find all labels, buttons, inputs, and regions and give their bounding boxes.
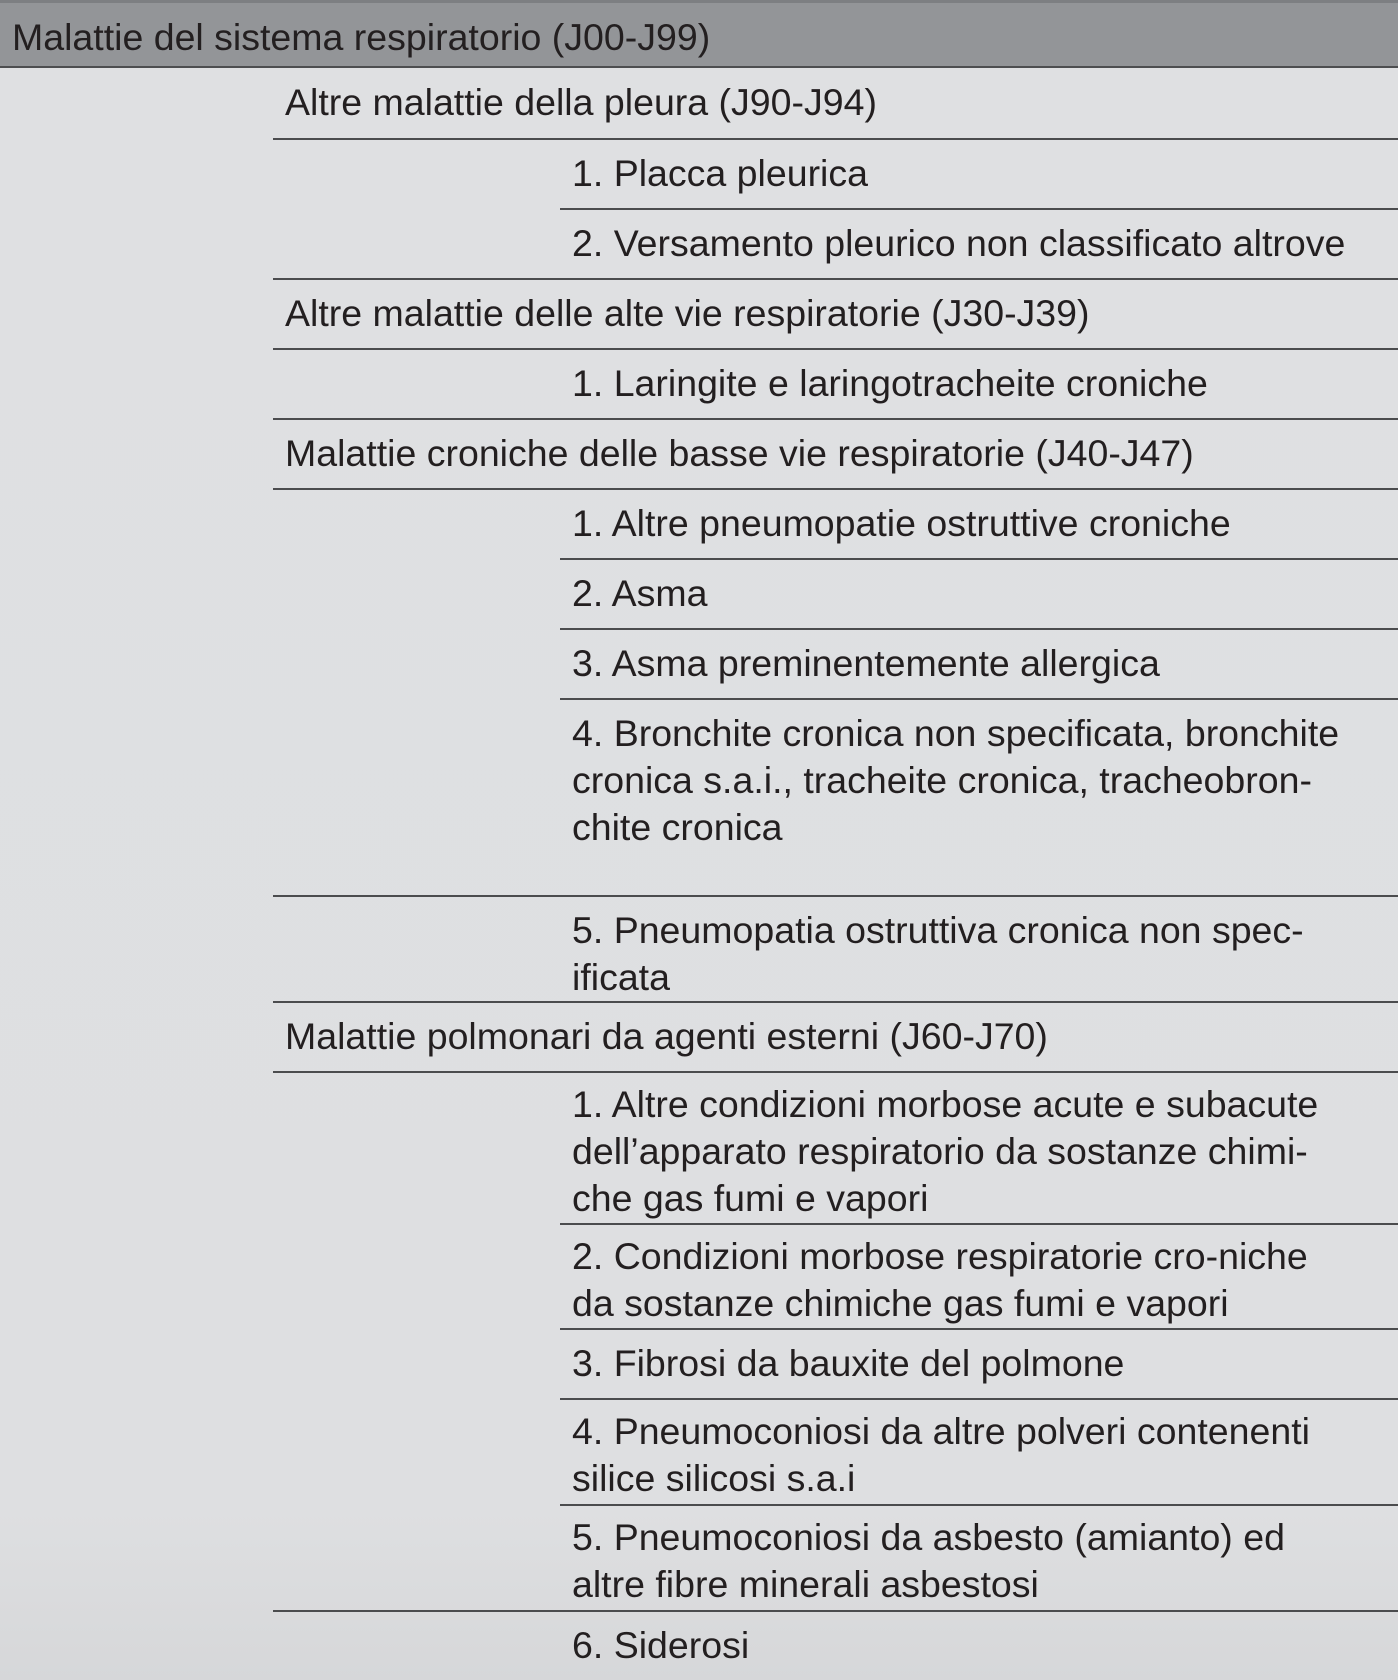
table-header: [0, 0, 1398, 68]
item-label: 2. Versamento pleurico non classificato altrove: [572, 222, 1346, 264]
list-item: [273, 700, 1398, 897]
item-label: 2. Condizioni morbose respiratorie cro-niche da sostanze chimiche gas fumi e vapori: [572, 1235, 1308, 1324]
list-item: [273, 350, 1398, 420]
item-label: 1. Altre condizioni morbose acute e subacute dell’apparato respiratorio da sostanze chimi- che gas fumi e vapori: [572, 1083, 1319, 1219]
list-item: [560, 1225, 1398, 1330]
list-item: [560, 490, 1398, 560]
group-row: [273, 420, 1398, 490]
item-label: 4. Bronchite cronica non specificata, bronchite cronica s.a.i., tracheite cronica, tracheobron- chite cronica: [572, 712, 1340, 848]
item-label: 1. Placca pleurica: [572, 152, 868, 194]
list-item: [560, 1073, 1398, 1225]
item-label: 4. Pneumoconiosi da altre polveri contenenti silice silicosi s.a.i: [572, 1410, 1310, 1499]
list-item: [560, 1400, 1398, 1506]
group-label: Malattie polmonari da agenti esterni (J60-J70): [285, 1015, 1048, 1057]
group-label: Altre malattie della pleura (J90-J94): [285, 81, 877, 123]
group-row: [273, 69, 1398, 140]
list-item: [560, 630, 1398, 700]
list-item: [273, 1506, 1398, 1612]
table-title: Malattie del sistema respiratorio (J00-J99): [12, 16, 711, 58]
list-item: [560, 1612, 1398, 1680]
item-label: 3. Fibrosi da bauxite del polmone: [572, 1342, 1125, 1384]
group-label: Altre malattie delle alte vie respiratorie (J30-J39): [285, 292, 1090, 334]
item-label: 5. Pneumopatia ostruttiva cronica non spec- ificata: [572, 909, 1304, 998]
item-label: 6. Siderosi: [572, 1624, 750, 1666]
group-row: [273, 1003, 1398, 1073]
group-row: [273, 280, 1398, 350]
item-label: 1. Laringite e laringotracheite croniche: [572, 362, 1208, 404]
list-item: [560, 140, 1398, 210]
item-label: 3. Asma preminentemente allergica: [572, 642, 1160, 684]
list-item: [560, 1330, 1398, 1400]
list-item: [273, 897, 1398, 1003]
item-label: 1. Altre pneumopatie ostruttive croniche: [572, 502, 1231, 544]
item-label: 5. Pneumoconiosi da asbesto (amianto) ed altre fibre minerali asbestosi: [572, 1516, 1285, 1605]
group-label: Malattie croniche delle basse vie respiratorie (J40-J47): [285, 432, 1194, 474]
item-label: 2. Asma: [572, 572, 708, 614]
list-item: [560, 560, 1398, 630]
list-item: [273, 210, 1398, 280]
